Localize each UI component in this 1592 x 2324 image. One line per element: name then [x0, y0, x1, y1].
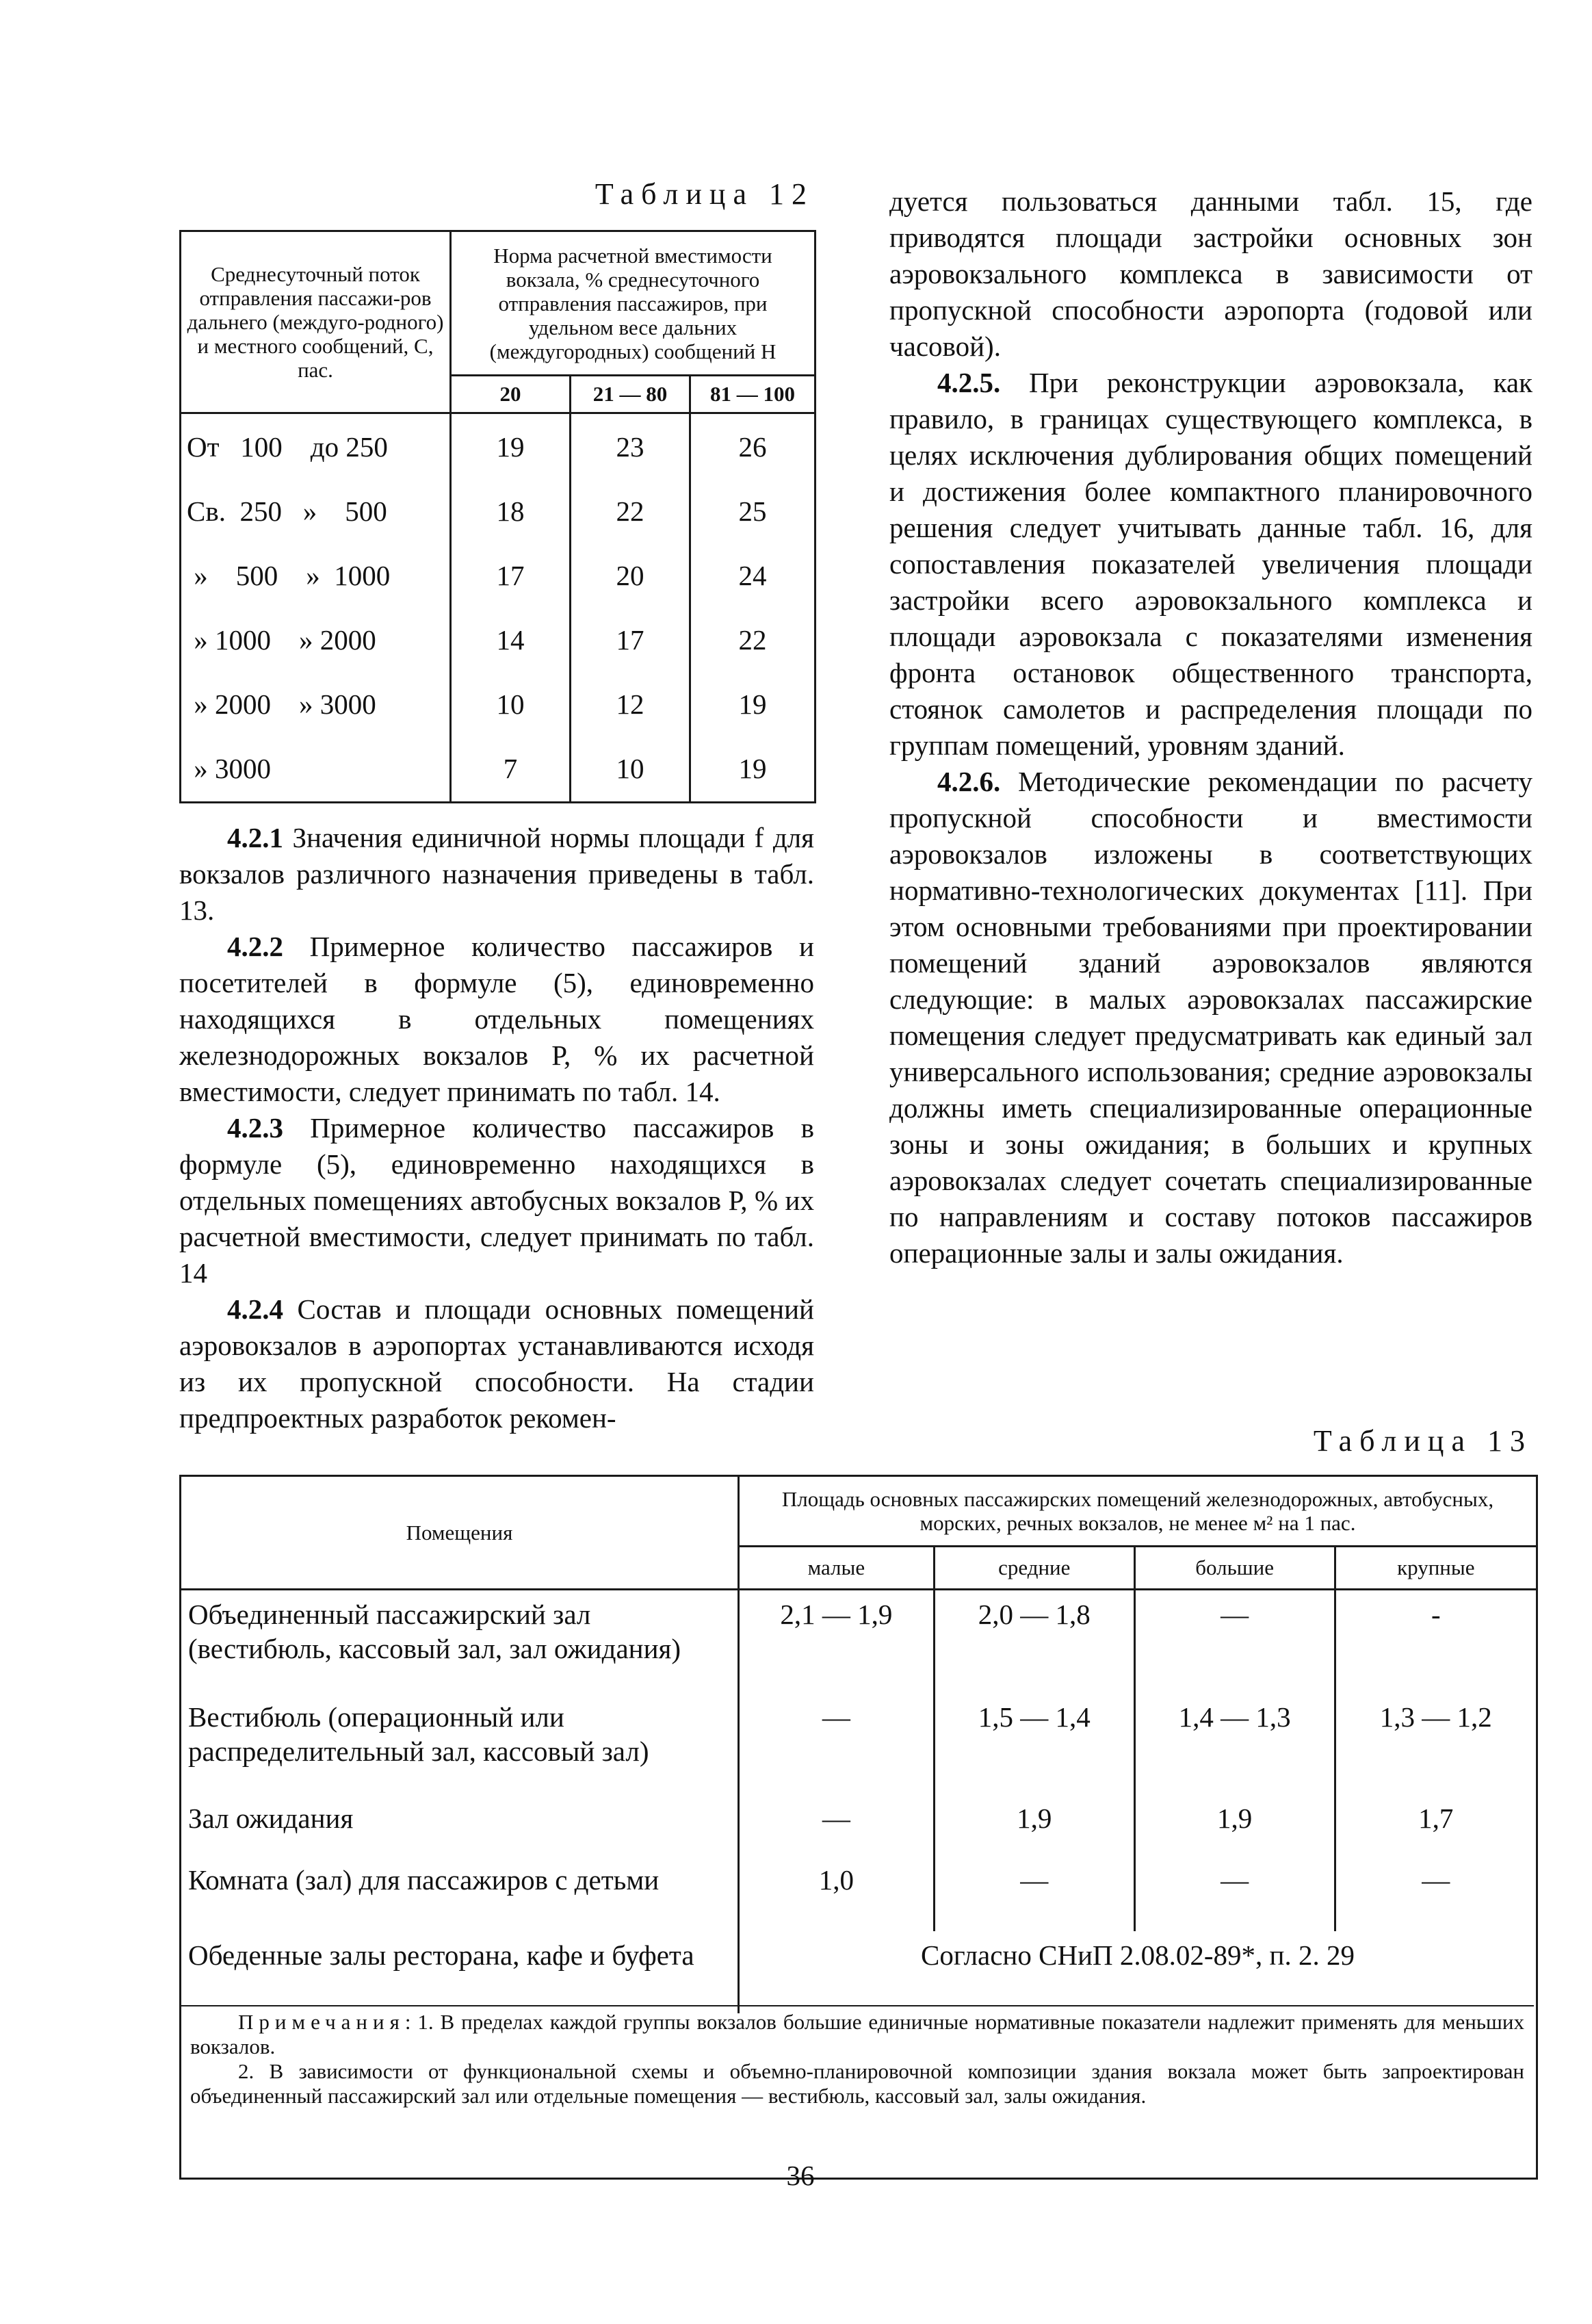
paragraph-4-2-3 — [179, 1110, 814, 1291]
clause-number: 4.2.2 — [227, 931, 283, 962]
cell: 19 — [690, 736, 815, 803]
cell: - — [1335, 1590, 1536, 1694]
row-name: Вестибюль (операционный или распределительный зал, кассовый зал) — [188, 1701, 649, 1767]
paragraph-text: При реконструкции аэровокзала, как правило, в границах существующего комплекса, в целях исключения дублирования общих помещений и достижения более компактного планировочного решения следует учитывать данные табл. 16, для сопоставления показателей увеличения площади застройки всего аэровокзального комплекса и площади аэровокзала с показателями изменения фронта остановок общественного транспорта, стоянок самолетов и распределения площади по группам помещений, уровням зданий. — [889, 367, 1532, 761]
cell: 24 — [690, 543, 815, 608]
cell: — — [738, 1693, 934, 1794]
table13-header-right: Площадь основных пассажирских помещений железнодорожных, автобусных, морских, речных вокзалов, не менее м² на 1 пас. — [738, 1477, 1536, 1547]
row-label: » 1000 » 2000 — [181, 608, 451, 672]
cell: 7 — [451, 736, 571, 803]
clause-number: 4.2.3 — [227, 1112, 283, 1144]
cell: 12 — [571, 672, 690, 736]
paragraph-4-2-4 — [179, 1291, 814, 1436]
row-name: Комната (зал) для пассажиров с детьми — [188, 1864, 660, 1896]
cell: 23 — [571, 413, 690, 480]
cell: 20 — [571, 543, 690, 608]
paragraph-text: Методические рекомендации по расчету пропускной способности и вместимости аэровокзалов изложены в соответствующих нормативно-технологических документах [11]. При этом основными требованиями при проектировании помещений зданий аэровокзалов являются следующие: в малых аэровокзалах пассажирские помещения следует предусматривать как единый зал универсального использования; средние аэровокзалы должны иметь специализированные операционные зоны и зоны ожидания; в больших и крупных аэровокзалах следует сочетать специализированные по направлениям и составу потоков пассажиров операционные залы и залы ожидания. — [889, 766, 1532, 1269]
cell: — — [738, 1794, 934, 1856]
paragraph-text: Примерное количество пассажиров в формуле (5), единовременно находящихся в отдельных помещениях автобусных вокзалов Р, % их расчетной вместимости, следует принимать по табл. 14 — [179, 1112, 814, 1289]
paragraph-4-2-6 — [889, 764, 1532, 1271]
row-name: Объединенный пассажирский зал (вестибюль, кассовый зал, зал ожидания) — [188, 1599, 681, 1664]
table-row — [181, 1794, 1536, 1856]
cell: 26 — [690, 413, 815, 480]
cell: 2,1 — 1,9 — [738, 1590, 934, 1694]
cell: 10 — [451, 672, 571, 736]
paragraph-continuation: дуется пользоваться данными табл. 15, где приводятся площади застройки основных зон аэровокзального комплекса в зависимости от пропускной способности аэропорта (годовой или часовой). — [889, 185, 1532, 362]
left-column-text — [179, 820, 814, 1436]
cell: 1,5 — 1,4 — [934, 1693, 1134, 1794]
notes-divider — [181, 2005, 1534, 2006]
table12-subheader: 20 — [451, 376, 571, 413]
clause-number: 4.2.4 — [227, 1293, 283, 1325]
table13-header-left: Помещения — [181, 1477, 738, 1590]
table-row — [181, 608, 815, 672]
table-row — [181, 1856, 1536, 1931]
cell: — — [1134, 1856, 1335, 1931]
paragraph-text: Значения единичной нормы площади f для вокзалов различного назначения приведены в табл. 13. — [179, 822, 814, 926]
table-row — [181, 736, 815, 803]
page-number: 36 — [786, 2160, 815, 2191]
table13-subheader: средние — [934, 1547, 1134, 1590]
paragraph-text: Примерное количество пассажиров и посетителей в формуле (5), единовременно находящихся в отдельных помещениях железнодорожных вокзалов Р, % их расчетной вместимости, следует принимать по табл. 14. — [179, 931, 814, 1107]
table12-header-right: Норма расчетной вместимости вокзала, % среднесуточного отправления пассажиров, при удельном весе дальних (междугородных) сообщений Н — [451, 231, 815, 376]
table12-header-left: Среднесуточный поток отправления пассажи-ров дальнего (междуго-родного) и местного сообщений, С, пас. — [181, 231, 451, 413]
cell: — — [934, 1856, 1134, 1931]
cell: 18 — [451, 479, 571, 543]
row-label: Св. 250 » 500 — [181, 479, 451, 543]
table-row — [181, 479, 815, 543]
paragraph-4-2-2 — [179, 929, 814, 1110]
table-row — [181, 1693, 1536, 1794]
cell: 1,0 — [738, 1856, 934, 1931]
cell: 19 — [451, 413, 571, 480]
paragraph-text: Состав и площади основных помещений аэровокзалов в аэропортах устанавливаются исходя из их пропускной способности. На стадии предпроектных разработок рекомен- — [179, 1293, 814, 1434]
cell: 17 — [571, 608, 690, 672]
cell: 22 — [571, 479, 690, 543]
cell: 22 — [690, 608, 815, 672]
note-2: 2. В зависимости от функциональной схемы и объемно-планировочной композиции здания вокзала может быть запроектирован объединенный пассажирский зал или отдельные помещения — вестибюль, кассовый зал, залы ожидания. — [190, 2059, 1524, 2108]
table-row — [181, 413, 815, 480]
table13-notes — [190, 2010, 1524, 2108]
notes-label: Примечания — [238, 2010, 405, 2034]
cell: 1,9 — [1134, 1794, 1335, 1856]
cell: — — [1335, 1856, 1536, 1931]
row-name: Зал ожидания — [188, 1803, 354, 1834]
row-name: Обеденные залы ресторана, кафе и буфета — [188, 1939, 694, 1971]
table13-subheader: малые — [738, 1547, 934, 1590]
cell: 2,0 — 1,8 — [934, 1590, 1134, 1694]
table12-subheader: 21 — 80 — [571, 376, 690, 413]
table-row — [181, 1931, 1536, 2013]
table12-caption: Таблица 12 — [595, 177, 814, 211]
clause-number: 4.2.1 — [227, 822, 283, 853]
row-label: » 3000 — [181, 736, 451, 803]
table13-subheader: большие — [1134, 1547, 1335, 1590]
table-row — [181, 1590, 1536, 1694]
clause-number: 4.2.5. — [937, 367, 1001, 398]
table12 — [179, 230, 814, 803]
cell: 17 — [451, 543, 571, 608]
note-text: : 1. В пределах каждой группы вокзалов большие единичные нормативные показатели надлежит применять для меньших вокзалов. — [190, 2010, 1524, 2058]
row-label: » 2000 » 3000 — [181, 672, 451, 736]
table13-subheader: крупные — [1335, 1547, 1536, 1590]
cell: 14 — [451, 608, 571, 672]
note-1 — [190, 2010, 1524, 2059]
cell: 25 — [690, 479, 815, 543]
cell: 19 — [690, 672, 815, 736]
table-row — [181, 543, 815, 608]
cell: 1,9 — [934, 1794, 1134, 1856]
paragraph-4-2-1 — [179, 820, 814, 929]
cell: 1,7 — [1335, 1794, 1536, 1856]
table13-caption: Таблица 13 — [1313, 1424, 1532, 1458]
cell: 10 — [571, 736, 690, 803]
cell: 1,4 — 1,3 — [1134, 1693, 1335, 1794]
table12-subheader: 81 — 100 — [690, 376, 815, 413]
cell: — — [1134, 1590, 1335, 1694]
right-column-text — [889, 183, 1532, 1271]
cell: 1,3 — 1,2 — [1335, 1693, 1536, 1794]
table-row — [181, 672, 815, 736]
row-label: » 500 » 1000 — [181, 543, 451, 608]
clause-number: 4.2.6. — [937, 766, 1001, 797]
paragraph-4-2-5 — [889, 365, 1532, 764]
row-label: От 100 до 250 — [181, 413, 451, 480]
merged-cell: Согласно СНиП 2.08.02-89*, п. 2. 29 — [738, 1931, 1536, 2013]
